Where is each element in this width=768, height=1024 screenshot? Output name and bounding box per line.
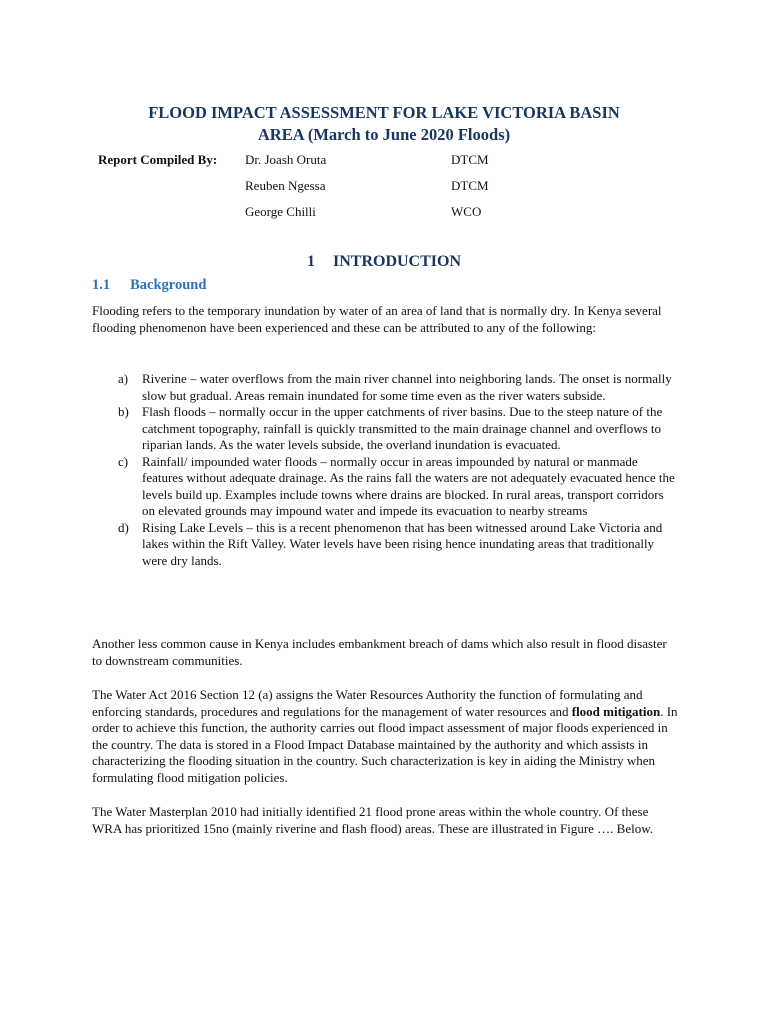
list-item-text: Flash floods – normally occur in the upper catchments of river basins. Due to the steep nature of the catchment topography, rainfall is quickly transmitted to the main drainage channel and overflows to riparian lands. As the water levels subside, the overland inundation is evacuated.: [142, 404, 663, 452]
heading-number: 1: [306, 253, 315, 270]
author-name: George Chilli: [245, 204, 316, 219]
list-item: [118, 404, 678, 454]
heading-text: Background: [130, 277, 207, 293]
compiled-by-table: [98, 150, 618, 228]
flood-types-list: [118, 371, 678, 569]
paragraph-dams: [92, 636, 678, 669]
list-item-text: Rising Lake Levels – this is a recent phenomenon that has been witnessed around Lake Victoria and lakes within the Rift Valley. Water levels have been rising hence inundating areas that traditionally were dry lands.: [142, 519, 663, 568]
compiled-row: [98, 202, 618, 228]
list-item-text: Riverine – water overflows from the main river channel into neighboring lands. The onset is normally slow but gradual. Areas remain inundated for some time even as the river waters subside.: [142, 371, 672, 403]
list-marker: a): [118, 371, 129, 386]
document-title: [92, 102, 676, 146]
heading-background: [92, 277, 206, 294]
paragraph-text: The Water Masterplan 2010 had initially identified 21 flood prone areas within the whole country. Of these WRA has prioritized 15no (mainly riverine and flash flood) areas. These are illustrated in Figure …. Below.: [92, 804, 654, 836]
list-item: [118, 371, 678, 404]
paragraph-masterplan: [92, 804, 678, 837]
list-item: [118, 454, 678, 520]
heading-introduction: [0, 253, 768, 271]
author-org: DTCM: [451, 178, 489, 193]
list-marker: c): [118, 453, 129, 469]
heading-number: 1.1: [92, 277, 111, 293]
paragraph-text-part: . In order to achieve this function, the authority carries out flood impact assessment of major floods experienced in the country. The data is stored in a Flood Impact Database maintained by the authority and which assists in characterizing the flooding situation in the country. Such characterization is key in aiding the Ministry when formulating flood mitigation policies.: [92, 703, 678, 785]
paragraph-text: [92, 687, 678, 786]
heading-text: INTRODUCTION: [332, 253, 461, 270]
list-marker: d): [118, 519, 129, 535]
author-name: Dr. Joash Oruta: [245, 152, 327, 167]
bold-term: flood mitigation: [571, 703, 661, 719]
list-item-text: Rainfall/ impounded water floods – normally occur in areas impounded by natural or manmade features without adequate drainage. As the rains fall the waters are not adequately evacuated hence the levels build up. Examples include towns where drains are blocked. In rural areas, transport corridors on elevated grounds may impound water and impede its evacuation to nearby streams: [142, 453, 675, 518]
list-marker: b): [118, 404, 129, 419]
list-item: [118, 520, 678, 570]
compiled-by-label: Report Compiled By:: [98, 152, 218, 167]
paragraph-water-act: [92, 687, 678, 786]
paragraph-text: Flooding refers to the temporary inundation by water of an area of land that is normally dry. In Kenya several flooding phenomenon have been experienced and these can be attributed to any of the following:: [92, 303, 662, 335]
compiled-row: [98, 176, 618, 202]
paragraph-text: Another less common cause in Kenya includes embankment breach of dams which also result in flood disaster to downstream communities.: [92, 636, 667, 668]
compiled-row: [98, 150, 618, 176]
author-name: Reuben Ngessa: [245, 178, 326, 193]
paragraph-text-part: The Water Act 2016 Section 12 (a) assigns the Water Resources Authority the function of formulating and enforcing standards, procedures and regulations for the management of water resources and: [92, 687, 643, 719]
title-line-1: FLOOD IMPACT ASSESSMENT FOR LAKE VICTORIA BASIN: [148, 103, 620, 122]
paragraph-intro: [92, 303, 678, 336]
author-org: DTCM: [451, 152, 489, 167]
title-line-2: AREA (March to June 2020 Floods): [257, 125, 511, 144]
author-org: WCO: [451, 204, 482, 219]
